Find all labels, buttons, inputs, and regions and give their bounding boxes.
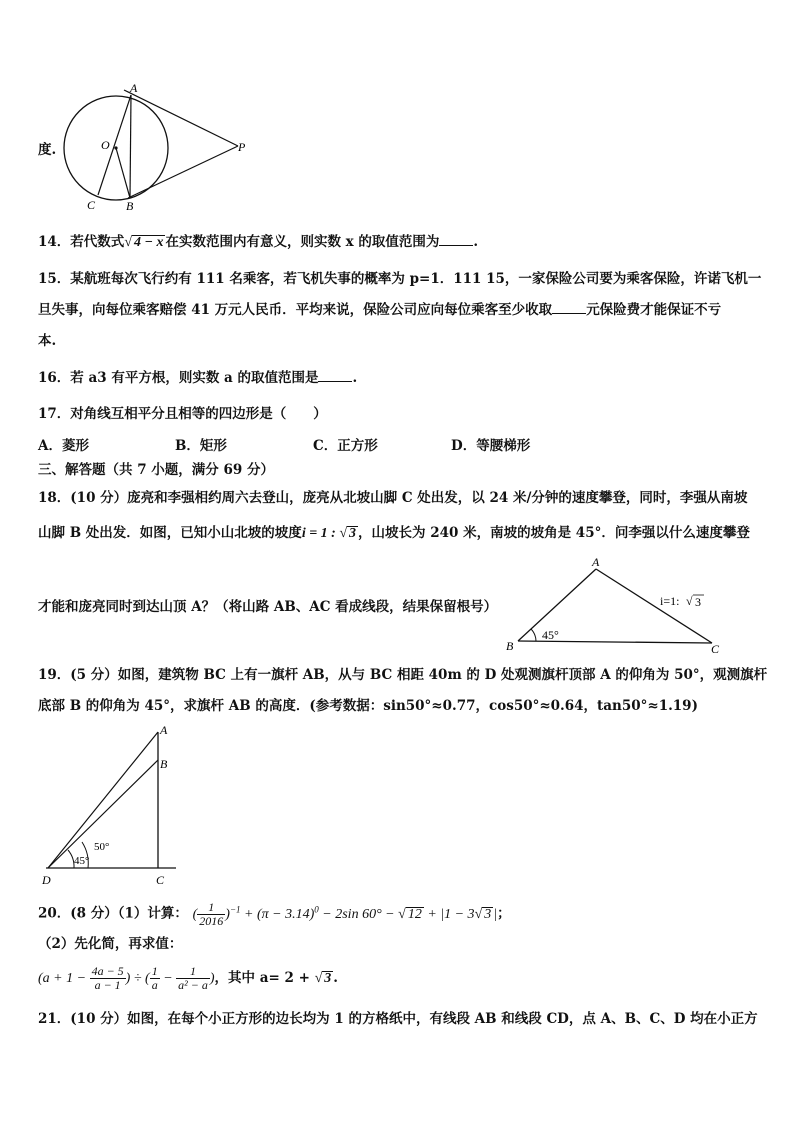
frac-1-2016: $\frac{1}{2016}$ (199, 899, 224, 928)
label-c: C (156, 873, 165, 887)
line-ab (130, 95, 131, 198)
q13-figure (60, 82, 260, 214)
q18-line3: 才能和庞亮同时到达山顶 A？（将山路 AB、AC 看成线段，结果保留根号） (38, 599, 498, 615)
q19-line2: 底部 B 的仰角为 45°，求旗杆 AB 的高度．(参考数据：sin50°≈0.77，cos50°≈0.64，tan50°≈1.19) (38, 698, 698, 714)
q14-blank (439, 233, 473, 246)
q17-option-b: B．矩形 (175, 438, 227, 454)
q14-prefix: 14．若代数式 (38, 234, 125, 250)
angle-arc (531, 629, 536, 641)
slope-label: i=1: (660, 594, 680, 608)
slope-sqrt3: 3 (695, 595, 701, 609)
line-ob (116, 148, 130, 198)
q16-end: . (352, 370, 358, 386)
q18-line2b: ，山坡长为 240 米，南坡的坡角是 45°．问李强以什么速度攀登 (358, 525, 750, 541)
q18-sqrt3: 3 (349, 526, 357, 541)
q18-line2a: 山脚 B 处出发．如图，已知小山北坡的坡度 (38, 525, 302, 541)
angle-50: 50° (94, 841, 110, 853)
tangent-pa (124, 90, 238, 146)
label-p: P (238, 140, 246, 154)
label-a: A (130, 82, 138, 95)
q14-end: . (473, 234, 479, 250)
label-b: B (160, 757, 168, 771)
q17-option-d: D．等腰梯形 (451, 438, 531, 454)
q20-part2-sqrt: 3 (324, 971, 332, 986)
q20-part2-label: （2）先化简，再求值： (38, 936, 183, 952)
label-a: A (592, 555, 600, 569)
q19-figure (36, 722, 196, 892)
angle-45: 45° (74, 855, 90, 867)
q16-blank (318, 369, 352, 382)
q17-option-a: A．菱形 (38, 438, 89, 454)
label-a: A (160, 723, 168, 737)
q18-slope: i = 1 : (301, 526, 340, 541)
q15-line2b: 元保险费才能保证不亏 (586, 302, 722, 318)
q21-line1: 21．(10 分）如图，在每个小正方形的边长均为 1 的方格纸中，有线段 AB 和线段 CD，点 A、B、C、D 均在小正方 (38, 1011, 758, 1027)
label-o: O (101, 138, 110, 152)
q20-part1-end: ； (497, 905, 511, 922)
label-c: C (87, 198, 96, 212)
q20-part1: 20．(8 分）（1）计算： ( $\frac{1}{2016}$ )$^{-1} + (\pi - 3.14)^0 - 2\sin$ 60° − √ 12 + |1 − 3√ 3 |； (38, 899, 511, 928)
q16 (38, 369, 357, 387)
tangent-pb (128, 146, 238, 198)
q15-line2 (38, 301, 721, 319)
q14-radicand: 4 − x (133, 235, 164, 250)
angle-label: 45° (542, 628, 559, 642)
q18-line2: 山脚 B 处出发．如图，已知小山北坡的坡度i = 1 : √ 3 ，山坡长为 240 米，南坡的坡角是 45°．问李强以什么速度攀登 (38, 525, 750, 541)
q20-part2: (a + 1 − $\frac{4a - 5}{a - 1}$ ) ÷ ( $\frac{1}{a}$ − $\frac{1}{\text{a² − a}}$ )，其中 a= 2 + √ 3 . (38, 964, 338, 993)
q20-part1-label: 20．(8 分）（1）计算： (38, 905, 188, 922)
q15-blank (552, 301, 586, 314)
slope-radical: √ (686, 594, 693, 608)
label-b: B (126, 199, 134, 213)
section-3-heading: 三、解答题（共 7 小题，满分 69 分） (38, 462, 274, 478)
q20-part2-end: . (333, 970, 338, 986)
q14-suffix: 在实数范围内有意义，则实数 x 的取值范围为 (165, 234, 440, 250)
q16-text: 16．若 a3 有平方根，则实数 a 的取值范围是 (38, 370, 319, 386)
q15-line3: 本. (38, 333, 57, 349)
q13-tail: 度. (38, 142, 57, 158)
q19-line1: 19．(5 分）如图，建筑物 BC 上有一旗杆 AB，从与 BC 相距 40m 的 D 处观测旗杆顶部 A 的仰角为 50°，观测旗杆 (38, 667, 768, 683)
q20-part2-tail: ，其中 a= 2 + (214, 970, 315, 986)
q17-option-c: C．正方形 (313, 438, 378, 454)
q18-figure (500, 555, 730, 655)
q15-line2a: 旦失事，向每位乘客赔偿 41 万元人民币．平均来说，保险公司应向每位乘客至少收取 (38, 302, 553, 318)
label-b: B (506, 639, 514, 653)
center-dot (114, 146, 117, 149)
label-c: C (711, 642, 720, 655)
q18-line1: 18．(10 分）庞亮和李强相约周六去登山，庞亮从北坡山脚 C 处出发，以 24 米/分钟的速度攀登，同时，李强从南坡 (38, 490, 748, 506)
q17-stem: 17．对角线互相平分且相等的四边形是（ ） (38, 406, 327, 422)
q14: 14．若代数式√ 4 − x 在实数范围内有意义，则实数 x 的取值范围为 . (38, 234, 479, 250)
q15-line1: 15．某航班每次飞行约有 111 名乘客，若飞机失事的概率为 p=1．111 15，一家保险公司要为乘客保险，许诺飞机一 (38, 271, 762, 287)
label-d: D (42, 873, 51, 887)
